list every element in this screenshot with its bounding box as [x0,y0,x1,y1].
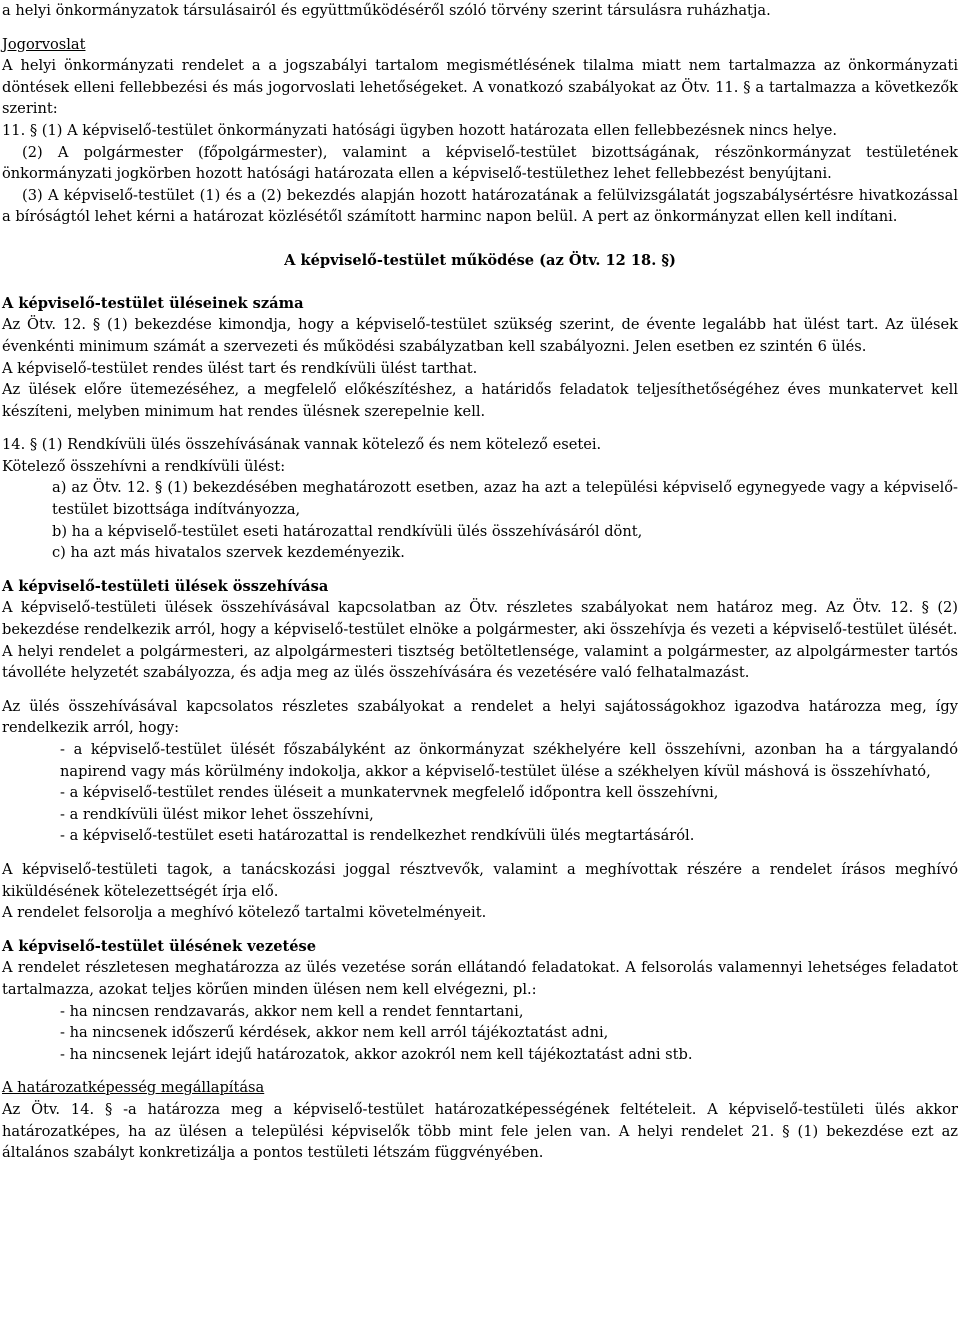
heading-ulesek-szama: A képviselő-testület üléseinek száma [2,294,304,312]
top-line: a helyi önkormányzatok társulásairól és együttműködéséről szóló törvény szerint társulásra ruházhatja. [2,2,771,19]
list-item: - a képviselő-testület ülését főszabályként az önkormányzat székhelyére kell összehívni, azonban ha a tárgyalandó napirend vagy más körülmény indokolja, akkor a képviselő-testület ülése a székhelyen kívül máshová is összehívható, [60,741,958,780]
paragraph: A képviselő-testületi ülések összehívásával kapcsolatban az Ötv. részletes szabályokat nem határoz meg. Az Ötv. 12. § (2) bekezdése rendelkezik arról, hogy a képviselő-testület elnöke a polgármester, aki összehívja és vezeti a képviselő-testület ülését. [2,599,958,639]
heading-hatarozatkepesseg: A határozatképesség megállapítása [2,1079,265,1097]
spacer [2,684,958,696]
paragraph: A helyi rendelet a polgármesteri, az alpolgármesteri tisztség betöltetlensége, valamint a polgármester, az alpolgármester tartós távolléte helyzetét szabályozza, és adja meg az ülés összehívására és vezetésére való felhatalmazást. [2,642,958,682]
heading-vezetes: A képviselő-testület ülésének vezetése [2,937,317,955]
spacer [2,271,958,293]
list-item: - ha nincsen rendzavarás, akkor nem kell a rendet fenntartani, [60,1002,524,1020]
spacer [2,1065,958,1077]
paragraph: A képviselő-testület rendes ülést tart és rendkívüli ülést tarthat. [2,359,478,377]
spacer [2,228,958,250]
spacer [2,847,958,859]
spacer [2,564,958,576]
paragraph: A képviselő-testületi tagok, a tanácskozási joggal résztvevők, valamint a meghívottak részére a rendelet írásos meghívó kiküldésének kötelezettségét írja elő. [2,860,958,900]
paragraph: Az Ötv. 12. § (1) bekezdése kimondja, hogy a képviselő-testület szükség szerint, de évente legalább hat ülést tart. Az ülések évenkénti minimum számát a szervezeti és működési szabályzatban kell szabályozni. Jelen esetben ez szintén 6 ülés. [2,316,958,355]
section-title: A képviselő-testület működése (az Ötv. 12 18. §) [284,251,676,269]
list-item: - a rendkívüli ülést mikor lehet összehívni, [60,805,374,823]
paragraph: Az ülés összehívásával kapcsolatos részletes szabályokat a rendelet a helyi sajátosságokhoz igazodva határozza meg, így rendelkezik arról, hogy: [2,697,958,737]
paragraph: (3) A képviselő-testület (1) és a (2) bekezdés alapján hozott határozatának a felülvizsgálatát jogszabálysértésre hivatkozással a bíróságtól lehet kérni a határozat közlésétől számított harminc napon belül. A pert az önkormányzat ellen kell indítani. [2,186,958,226]
heading-jogorvoslat: Jogorvoslat [2,35,86,53]
spacer [2,422,958,434]
spacer [2,22,958,34]
paragraph: 14. § (1) Rendkívüli ülés összehívásának vannak kötelező és nem kötelező esetei. [2,436,602,454]
paragraph: 11. § (1) A képviselő-testület önkormányzati hatósági ügyben hozott határozata ellen fellebbezésnek nincs helye. [2,121,838,139]
list-item: - ha nincsenek lejárt idejű határozatok, akkor azokról nem kell tájékoztatást adni stb. [60,1045,693,1063]
spacer [2,924,958,936]
paragraph: A helyi önkormányzati rendelet a a jogszabályi tartalom megismétlésének tilalma miatt nem tartalmazza az önkormányzati döntések elleni fellebbezési és más jogorvoslati lehetőségeket. A vonatkozó szabályokat az Ötv. 11. § a tartalmazza a következők szerint: [2,57,958,118]
heading-osszehivas: A képviselő-testületi ülések összehívása [2,577,329,595]
list-item: a) az Ötv. 12. § (1) bekezdésében meghatározott esetben, azaz ha azt a települési képviselő egynegyede vagy a képviselő-testület bizottsága indítványozza, [52,479,958,519]
list-item: - a képviselő-testület rendes üléseit a munkatervnek megfelelő időpontra kell összehívni, [60,784,719,802]
list-item: b) ha a képviselő-testület eseti határozattal rendkívüli ülés összehívásáról dönt, [52,522,643,540]
paragraph: Kötelező összehívni a rendkívüli ülést: [2,457,286,475]
paragraph: A rendelet részletesen meghatározza az ülés vezetése során ellátandó feladatokat. A felsorolás valamennyi lehetséges feladatot tartalmazza, azokat teljes körűen minden ülésen nem kell elvégezni, pl.: [2,959,958,998]
paragraph: A rendelet felsorolja a meghívó kötelező tartalmi követelményeit. [2,904,487,922]
paragraph: (2) A polgármester (főpolgármester), valamint a képviselő-testület bizottságának, részönkormányzat testületének önkormányzati jogkörben hozott hatósági határozata ellen a képviselő-testülethez lehet fellebbezést benyújtani. [2,143,958,183]
paragraph: Az ülések előre ütemezéséhez, a megfelelő előkészítéshez, a határidős feladatok teljesíthetőségéhez éves munkatervet kell készíteni, melyben minimum hat rendes ülésnek szerepelnie kell. [2,381,958,420]
list-item: c) ha azt más hivatalos szervek kezdeményezik. [52,544,405,562]
list-item: - a képviselő-testület eseti határozattal is rendelkezhet rendkívüli ülés megtartásáról. [60,827,695,845]
list-item: - ha nincsenek időszerű kérdések, akkor nem kell arról tájékoztatást adni, [60,1024,609,1042]
paragraph: Az Ötv. 14. § -a határozza meg a képviselő-testület határozatképességének feltételeit. A képviselő-testületi ülés akkor határozatképes, ha az ülésen a települési képviselők több mint fele jelen van. A helyi rendelet 21. § (1) bekezdése ezt az általános szabályt konkretizálja a pontos testületi létszám függvényében. [2,1100,958,1162]
